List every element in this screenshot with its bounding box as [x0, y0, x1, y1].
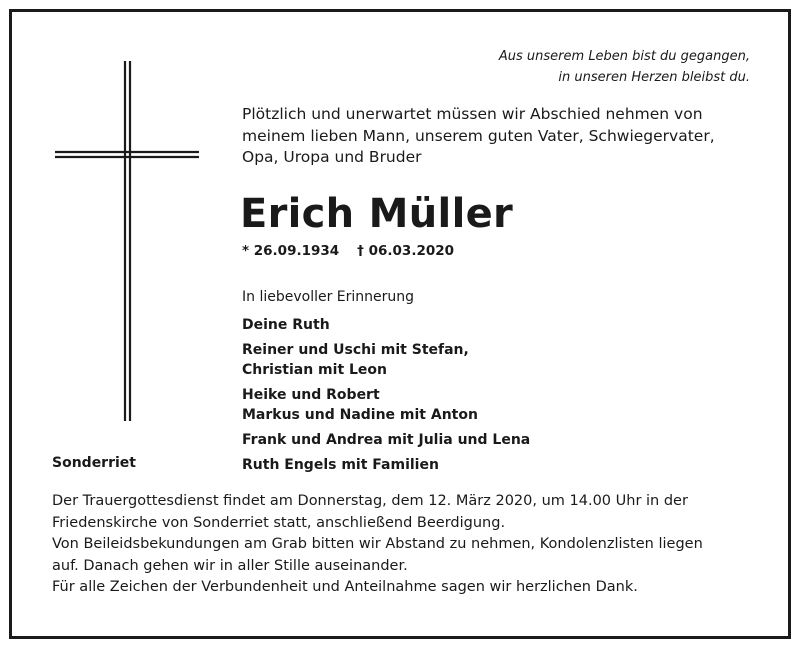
- service-info: [52, 491, 703, 599]
- death-date: † 06.03.2020: [357, 243, 455, 259]
- mourners-list: [242, 315, 530, 480]
- motto-line: Aus unserem Leben bist du gegangen,: [498, 49, 750, 64]
- service-line: Friedenskirche von Sonderriet statt, anschließend Beerdigung.: [52, 514, 506, 531]
- service-line: auf. Danach gehen wir in aller Stille auseinander.: [52, 557, 408, 574]
- mourner-group: [242, 430, 530, 450]
- intro-line: meinem lieben Mann, unserem guten Vater, Schwiegervater,: [242, 126, 715, 145]
- mourner-group: [242, 385, 530, 425]
- mourner-line: Reiner und Uschi mit Stefan,: [242, 342, 469, 358]
- service-line: Von Beileidsbekundungen am Grab bitten wir Abstand zu nehmen, Kondolenzlisten liegen: [52, 536, 703, 552]
- place-name: Sonderriet: [52, 455, 136, 471]
- service-line: Für alle Zeichen der Verbundenheit und Anteilnahme sagen wir herzlichen Dank.: [52, 579, 638, 595]
- service-line: Der Trauergottesdienst findet am Donnerstag, dem 12. März 2020, um 14.00 Uhr in der: [52, 493, 688, 509]
- mourner-group: [242, 455, 530, 475]
- mourner-line: Deine Ruth: [242, 317, 330, 333]
- mourner-line: Ruth Engels mit Familien: [242, 457, 439, 473]
- mourner-group: [242, 340, 530, 380]
- intro-line: Opa, Uropa und Bruder: [242, 148, 422, 166]
- deceased-name: Erich Müller: [240, 191, 514, 237]
- remembrance-line: In liebevoller Erinnerung: [242, 289, 415, 305]
- birth-date: * 26.09.1934: [242, 243, 340, 259]
- intro-text: [242, 104, 715, 169]
- mourner-line: Frank und Andrea mit Julia und Lena: [242, 432, 531, 448]
- mourner-line: Heike und Robert: [242, 387, 380, 403]
- mourner-line: Markus und Nadine mit Anton: [242, 407, 478, 423]
- mourner-line: Christian mit Leon: [242, 362, 388, 378]
- mourner-group: [242, 315, 530, 335]
- motto-line: in unseren Herzen bleibst du.: [558, 70, 750, 85]
- intro-line: Plötzlich und unerwartet müssen wir Abschied nehmen von: [242, 105, 703, 123]
- life-dates: [242, 243, 454, 259]
